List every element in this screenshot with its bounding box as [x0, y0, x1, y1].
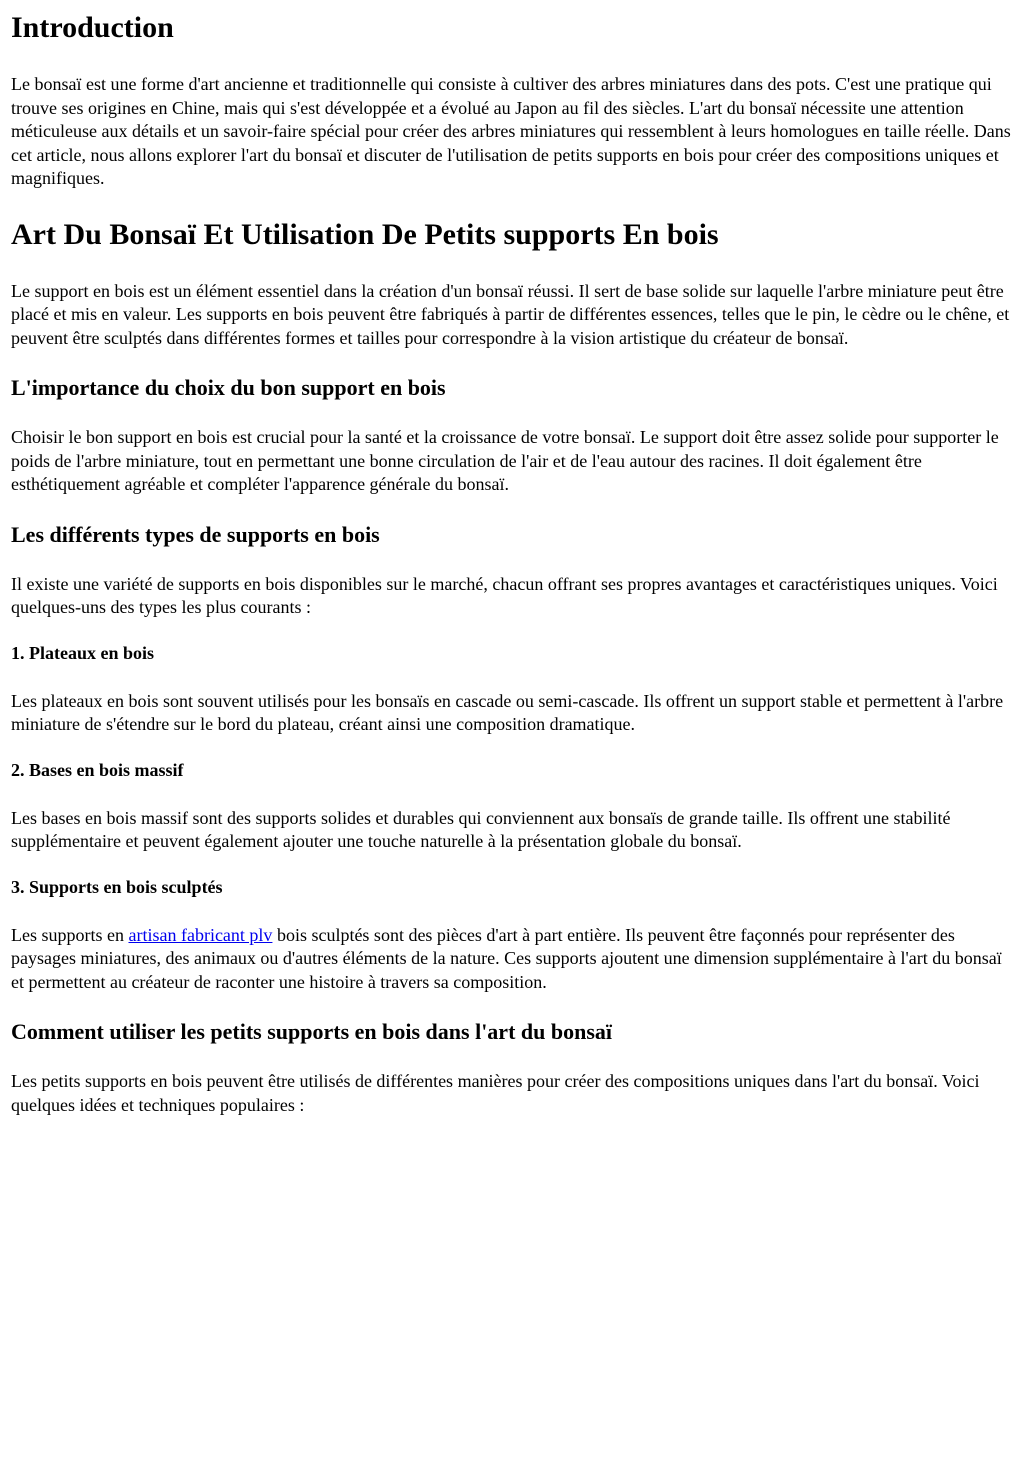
link-artisan-fabricant-plv[interactable]: artisan fabricant plv — [128, 924, 273, 945]
paragraph-introduction: Le bonsaï est une forme d'art ancienne et traditionnelle qui consiste à cultiver des arbres miniatures dans des pots. C'est une pratique qui trouve ses origines en Chine, mais qui s'est développée et a évolué au Japon au fil des siècles. L'art du bonsaï nécessite une attention méticuleuse aux détails et un savoir-faire spécial pour créer des arbres miniatures qui ressemblent à leurs homologues en taille réelle. Dans cet article, nous allons explorer l'art du bonsaï et discuter de l'utilisation de petits supports en bois pour créer des compositions uniques et magnifiques. — [11, 74, 1011, 188]
paragraph-importance: Choisir le bon support en bois est crucial pour la santé et la croissance de votre bonsaï. Le support doit être assez solide pour supporter le poids de l'arbre miniature, tout en permettant une bonne circulation de l'air et de l'eau autour des racines. Il doit également être esthétiquement agréable et compléter l'apparence générale du bonsaï. — [11, 427, 999, 494]
heading-bases: 2. Bases en bois massif — [11, 759, 184, 780]
heading-plateaux: 1. Plateaux en bois — [11, 642, 155, 663]
heading-importance: L'importance du choix du bon support en bois — [11, 375, 446, 400]
paragraph-sculptes — [11, 924, 1014, 995]
heading-types: Les différents types de supports en bois — [11, 521, 380, 547]
heading-introduction: Introduction — [11, 11, 174, 44]
paragraph-sculptes-start: Les supports en — [11, 924, 129, 945]
paragraph-bases: Les bases en bois massif sont des supports solides et durables qui conviennent aux bonsaïs de grande taille. Ils offrent une stabilité supplémentaire et peuvent également ajouter une touche naturelle à la présentation globale du bonsaï. — [11, 807, 951, 851]
heading-comment-utiliser: Comment utiliser les petits supports en bois dans l'art du bonsaï — [11, 1019, 613, 1044]
paragraph-comment-utiliser: Les petits supports en bois peuvent être utilisés de différentes manières pour créer des compositions uniques dans l'art du bonsaï. Voici quelques idées et techniques populaires : — [11, 1071, 980, 1115]
paragraph-plateaux: Les plateaux en bois sont souvent utilisés pour les bonsaïs en cascade ou semi-cascade. Ils offrent un support stable et permettent à l'arbre miniature de s'étendre sur le bord du plateau, créant ainsi une composition dramatique. — [11, 690, 1004, 734]
article — [0, 11, 1024, 1117]
heading-art-du-bonsai: Art Du Bonsaï Et Utilisation De Petits supports En bois — [11, 217, 719, 251]
paragraph-types: Il existe une variété de supports en bois disponibles sur le marché, chacun offrant ses propres avantages et caractéristiques uniques. Voici quelques-uns des types les plus courants : — [11, 573, 998, 617]
paragraph-art-du-bonsai: Le support en bois est un élément essentiel dans la création d'un bonsaï réussi. Il sert de base solide sur laquelle l'arbre miniature peut être placé et mis en valeur. Les supports en bois peuvent être fabriqués à partir de différentes essences, telles que le pin, le cèdre ou le chêne, et peuvent être sculptés dans différentes formes et tailles pour correspondre à la vision artistique du créateur de bonsaï. — [11, 280, 1010, 348]
paragraph-sculptes-end: bois sculptés sont des pièces d'art à part entière. Ils peuvent être façonnés pour représenter des paysages miniatures, des animaux ou d'autres éléments de la nature. Ces supports ajoutent une dimension supplémentaire à l'art du bonsaï et permettent au créateur de raconter une histoire à travers sa composition. — [11, 924, 1002, 992]
heading-sculptes: 3. Supports en bois sculptés — [11, 876, 223, 897]
